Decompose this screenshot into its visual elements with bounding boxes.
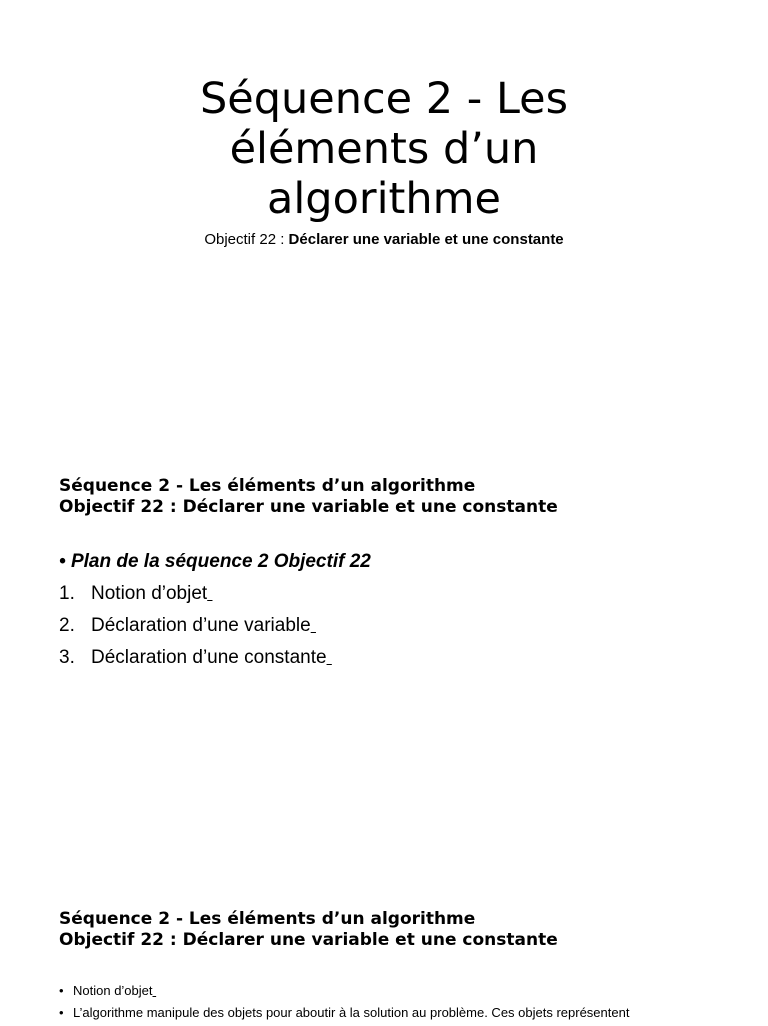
slide-header [59, 909, 558, 951]
item-number: 2. [59, 615, 75, 636]
item-text: Notion d’objet [73, 983, 153, 998]
item-text: L’algorithme manipule des objets pour aboutir à la solution au problème. Ces objets représentent [73, 1005, 630, 1020]
content-slide [0, 860, 768, 1024]
plan-list [59, 582, 332, 678]
bullet-dot: • [59, 983, 64, 998]
title-line: algorithme [267, 174, 501, 224]
list-item [59, 982, 759, 1004]
list-item [59, 646, 332, 678]
item-label: Déclaration d’une variable [91, 615, 311, 636]
underline-mark [311, 614, 316, 646]
content-list [59, 982, 759, 1026]
list-item [59, 1004, 759, 1026]
bullet-dot: • [59, 1005, 64, 1020]
subtitle-objective: Déclarer une variable et une constante [288, 231, 564, 248]
plan-bullet [59, 550, 371, 574]
title-slide [0, 0, 768, 430]
plan-heading: Plan de la séquence 2 Objectif 22 [70, 551, 371, 572]
list-item [59, 614, 332, 646]
underline-mark [327, 646, 332, 678]
list-item [59, 582, 332, 614]
header-objective: Objectif 22 : Déclarer une variable et une constante [59, 930, 558, 950]
title-line: éléments d’un [229, 124, 539, 174]
header-sequence: Séquence 2 - Les éléments d’un algorithme [59, 909, 476, 929]
subtitle-prefix: Objectif 22 : [204, 231, 289, 248]
item-number: 1. [59, 583, 75, 604]
item-label: Déclaration d’une constante [91, 647, 327, 668]
slide-header [59, 476, 558, 518]
title-line: Séquence 2 - Les [199, 74, 569, 124]
underline-mark [207, 582, 212, 614]
bullet-marker: • [59, 551, 66, 572]
underline-mark [153, 982, 157, 1004]
header-objective: Objectif 22 : Déclarer une variable et une constante [59, 497, 558, 517]
plan-slide [0, 430, 768, 860]
item-number: 3. [59, 647, 75, 668]
slide-title [0, 74, 768, 224]
slide-subtitle [0, 230, 768, 250]
header-sequence: Séquence 2 - Les éléments d’un algorithme [59, 476, 476, 496]
item-label: Notion d’objet [91, 583, 208, 604]
